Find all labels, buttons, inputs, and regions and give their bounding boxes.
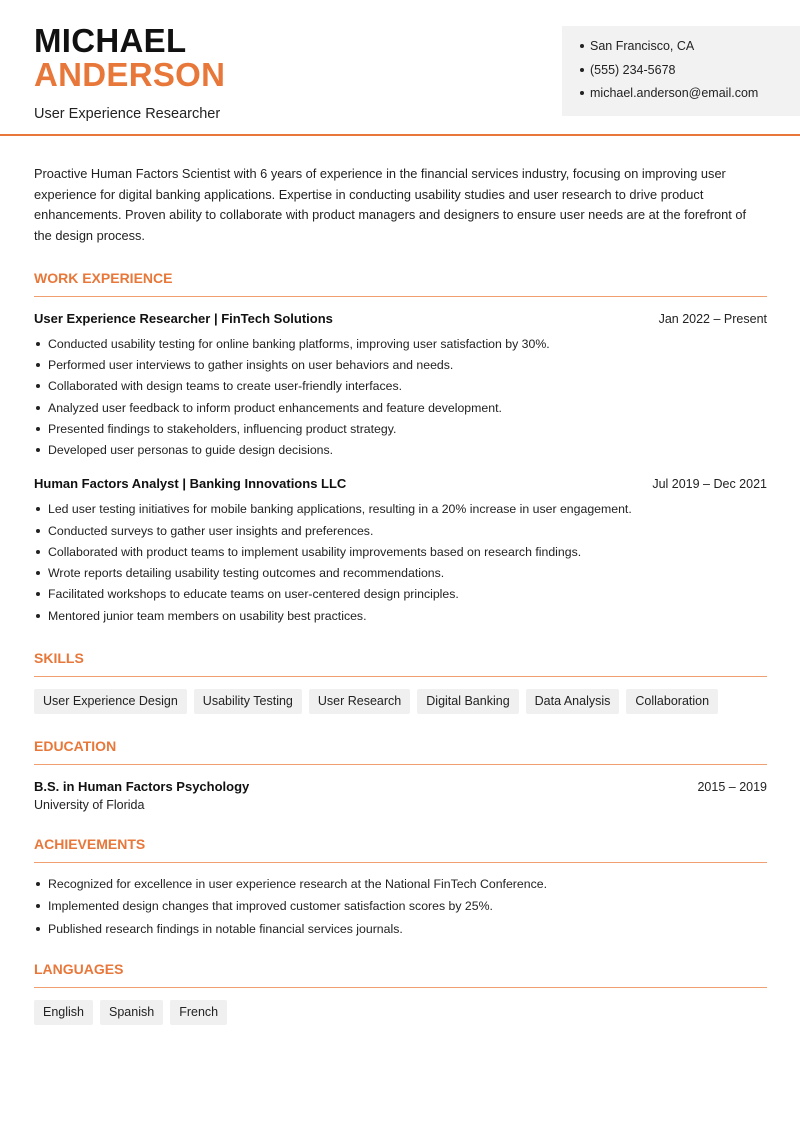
list-item — [34, 336, 767, 352]
summary-text: Proactive Human Factors Scientist with 6 years of experience in the financial services industry, focusing on improving user experience for digital banking applications. Expertise in conducting usability studies and user research to drive product enhancements. Proven ability to collaborate with product managers and designers to ensure user needs are at the forefront of the design process. — [34, 166, 747, 244]
location-text: San Francisco, CA — [590, 39, 695, 53]
languages-heading: LANGUAGES — [34, 961, 767, 988]
bullet-text: Mentored junior team members on usability best practices. — [48, 608, 367, 623]
bullet-icon — [36, 550, 40, 554]
bullet-text: Published research findings in notable financial services journals. — [48, 921, 403, 936]
bullet-text: Developed user personas to guide design decisions. — [48, 443, 334, 458]
list-item — [34, 876, 767, 892]
list-item — [34, 898, 767, 914]
resume-header — [0, 0, 800, 136]
work-heading: WORK EXPERIENCE — [34, 270, 767, 297]
bullet-icon — [580, 91, 584, 95]
bullet-icon — [36, 529, 40, 533]
language-tag: English — [34, 1000, 93, 1025]
bullet-icon — [36, 571, 40, 575]
job-header — [34, 476, 767, 491]
job-bullets — [34, 336, 767, 458]
list-item — [34, 608, 767, 624]
list-item — [34, 921, 767, 937]
job-entry — [34, 476, 767, 623]
bullet-text: Conducted usability testing for online banking platforms, improving user satisfaction by 30%. — [48, 336, 550, 351]
job-title: User Experience Researcher — [34, 106, 221, 122]
list-item — [34, 357, 767, 373]
job-entry — [34, 311, 767, 458]
list-item — [34, 544, 767, 560]
skill-tag: User Research — [309, 689, 410, 714]
skills-heading: SKILLS — [34, 650, 767, 677]
bullet-text: Wrote reports detailing usability testing outcomes and recommendations. — [48, 566, 445, 581]
bullet-text: Performed user interviews to gather insights on user behaviors and needs. — [48, 358, 454, 373]
bullet-text: Presented findings to stakeholders, influencing product strategy. — [48, 422, 397, 436]
achievements-section — [34, 836, 767, 937]
education-entry — [34, 779, 767, 812]
bullet-icon — [36, 904, 40, 908]
list-item — [34, 523, 767, 539]
bullet-text: Facilitated workshops to educate teams on user-centered design principles. — [48, 587, 459, 602]
list-item — [34, 586, 767, 602]
job-role: Human Factors Analyst | Banking Innovations LLC — [34, 476, 347, 492]
list-item — [34, 421, 767, 437]
bullet-icon — [36, 448, 40, 452]
skill-tag: User Experience Design — [34, 689, 187, 714]
achievements-list — [34, 876, 767, 937]
contact-location — [580, 38, 800, 62]
bullet-icon — [580, 44, 584, 48]
language-tag: Spanish — [100, 1000, 163, 1025]
skills-list — [34, 689, 767, 714]
bullet-text: Collaborated with product teams to implement usability improvements based on research findings. — [48, 544, 582, 559]
skill-tag: Collaboration — [626, 689, 718, 714]
bullet-text: Collaborated with design teams to create user-friendly interfaces. — [48, 379, 403, 394]
bullet-icon — [36, 927, 40, 931]
bullet-text: Analyzed user feedback to inform product enhancements and feature development. — [48, 400, 502, 415]
languages-list — [34, 1000, 767, 1025]
job-dates: Jul 2019 – Dec 2021 — [652, 477, 767, 492]
skill-tag: Usability Testing — [194, 689, 302, 714]
name-block — [34, 24, 225, 122]
job-role: User Experience Researcher | FinTech Solutions — [34, 310, 333, 326]
language-tag: French — [170, 1000, 227, 1025]
list-item — [34, 442, 767, 458]
list-item — [34, 501, 767, 517]
contact-email — [580, 85, 800, 109]
skill-tag: Digital Banking — [417, 689, 518, 714]
bullet-icon — [580, 68, 584, 72]
education-dates: 2015 – 2019 — [697, 779, 767, 794]
last-name: ANDERSON — [34, 56, 226, 93]
bullet-icon — [36, 342, 40, 346]
bullet-icon — [36, 427, 40, 431]
contact-phone — [580, 62, 800, 86]
resume-body — [34, 164, 767, 1025]
education-heading: EDUCATION — [34, 738, 767, 765]
skills-section — [34, 650, 767, 714]
bullet-icon — [36, 592, 40, 596]
bullet-icon — [36, 406, 40, 410]
list-item — [34, 565, 767, 581]
bullet-icon — [36, 384, 40, 388]
bullet-icon — [36, 507, 40, 511]
school-name: University of Florida — [34, 797, 145, 812]
education-section — [34, 738, 767, 812]
skill-tag: Data Analysis — [526, 689, 620, 714]
list-item — [34, 378, 767, 394]
job-dates: Jan 2022 – Present — [658, 311, 767, 326]
achievements-heading: ACHIEVEMENTS — [34, 836, 767, 863]
languages-section — [34, 961, 767, 1025]
bullet-text: Led user testing initiatives for mobile banking applications, resulting in a 20% increase in user engagement. — [48, 502, 632, 517]
work-section — [34, 270, 767, 624]
phone-text: (555) 234-5678 — [590, 62, 676, 77]
job-bullets — [34, 501, 767, 623]
list-item — [34, 400, 767, 416]
first-name: MICHAEL — [34, 22, 187, 59]
education-header — [34, 779, 767, 794]
bullet-text: Implemented design changes that improved customer satisfaction scores by 25%. — [48, 899, 493, 914]
degree: B.S. in Human Factors Psychology — [34, 778, 250, 794]
bullet-text: Recognized for excellence in user experience research at the National FinTech Conference. — [48, 876, 547, 891]
bullet-icon — [36, 614, 40, 618]
email-text: michael.anderson@email.com — [590, 86, 759, 100]
bullet-text: Conducted surveys to gather user insights and preferences. — [48, 523, 374, 538]
bullet-icon — [36, 882, 40, 886]
job-header — [34, 311, 767, 326]
bullet-icon — [36, 363, 40, 367]
contact-box — [562, 26, 800, 116]
